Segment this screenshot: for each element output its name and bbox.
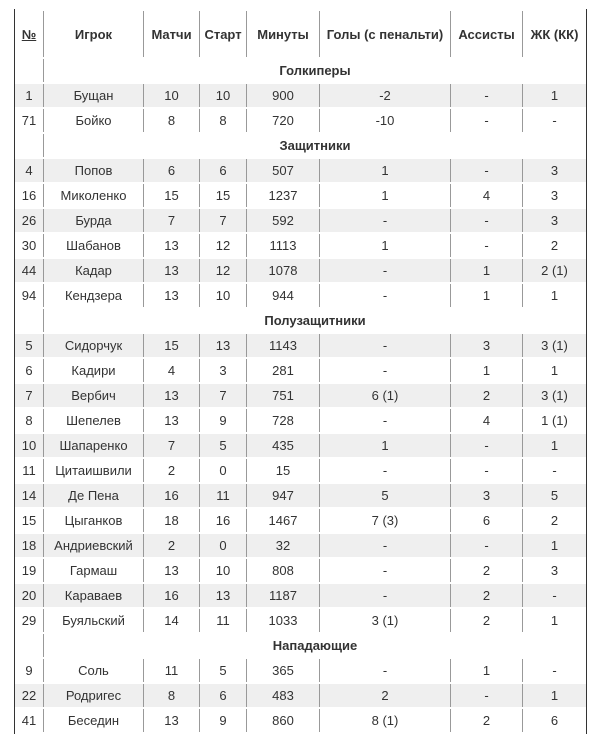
player-row [15,684,586,707]
cell-minutes: 1033 [247,609,320,632]
cell-minutes: 1078 [247,259,320,282]
cell-cards: 2 [523,234,586,257]
cell-starts: 6 [200,159,247,182]
cell-minutes: 720 [247,109,320,132]
cell-cards: 2 [523,509,586,532]
cell-assists: - [451,159,523,182]
player-name: Бущан [44,84,144,107]
cell-num: 8 [15,409,44,432]
cell-starts: 0 [200,534,247,557]
cell-cards: 3 [523,184,586,207]
cell-cards: 1 [523,284,586,307]
cell-minutes: 947 [247,484,320,507]
cell-num: 26 [15,209,44,232]
cell-starts: 13 [200,584,247,607]
cell-assists: - [451,434,523,457]
section-num-cell [15,634,44,657]
column-header-matches: Матчи [144,11,200,57]
cell-assists: - [451,109,523,132]
cell-minutes: 32 [247,534,320,557]
cell-assists: 4 [451,184,523,207]
cell-cards: 1 [523,609,586,632]
table-body [15,59,586,732]
cell-starts: 6 [200,684,247,707]
cell-minutes: 751 [247,384,320,407]
cell-cards: 1 [523,684,586,707]
cell-cards: - [523,584,586,607]
cell-matches: 6 [144,159,200,182]
cell-assists: - [451,684,523,707]
player-row [15,559,586,582]
cell-assists: 2 [451,559,523,582]
cell-starts: 0 [200,459,247,482]
cell-starts: 5 [200,659,247,682]
cell-starts: 10 [200,559,247,582]
cell-goals: -10 [320,109,451,132]
cell-matches: 13 [144,559,200,582]
cell-assists: 3 [451,334,523,357]
section-title: Полузащитники [44,309,586,332]
player-name: Кадири [44,359,144,382]
player-name: Де Пена [44,484,144,507]
cell-goals: 1 [320,234,451,257]
player-name: Бурда [44,209,144,232]
cell-assists: - [451,459,523,482]
cell-num: 71 [15,109,44,132]
player-name: Кендзера [44,284,144,307]
cell-goals: - [320,534,451,557]
sort-link-num[interactable]: № [21,26,37,42]
cell-goals: - [320,334,451,357]
player-row [15,459,586,482]
cell-starts: 10 [200,84,247,107]
cell-matches: 15 [144,184,200,207]
player-name: Беседин [44,709,144,732]
player-name: Соль [44,659,144,682]
cell-num: 41 [15,709,44,732]
player-row [15,109,586,132]
cell-minutes: 1467 [247,509,320,532]
cell-goals: - [320,584,451,607]
player-name: Буяльский [44,609,144,632]
cell-cards: 3 [523,159,586,182]
cell-goals: 6 (1) [320,384,451,407]
cell-starts: 9 [200,709,247,732]
cell-starts: 7 [200,384,247,407]
cell-matches: 13 [144,709,200,732]
section-row [15,309,586,332]
cell-cards: 1 [523,84,586,107]
cell-assists: - [451,209,523,232]
cell-cards: 6 [523,709,586,732]
cell-matches: 8 [144,109,200,132]
cell-assists: - [451,234,523,257]
cell-cards: - [523,459,586,482]
cell-goals: 8 (1) [320,709,451,732]
cell-cards: 1 [523,434,586,457]
player-row [15,184,586,207]
cell-minutes: 900 [247,84,320,107]
cell-goals: 1 [320,184,451,207]
cell-assists: 2 [451,709,523,732]
cell-cards: 1 [523,534,586,557]
player-name: Андриевский [44,534,144,557]
cell-cards: 3 [523,209,586,232]
cell-num: 18 [15,534,44,557]
cell-cards: - [523,109,586,132]
cell-minutes: 483 [247,684,320,707]
player-row [15,209,586,232]
cell-assists: - [451,84,523,107]
cell-matches: 16 [144,484,200,507]
player-name: Цитаишвили [44,459,144,482]
cell-num: 1 [15,84,44,107]
cell-assists: 2 [451,609,523,632]
cell-assists: 1 [451,659,523,682]
cell-assists: 2 [451,584,523,607]
cell-starts: 10 [200,284,247,307]
cell-minutes: 592 [247,209,320,232]
stats-table [14,9,587,734]
section-title: Голкиперы [44,59,586,82]
player-row [15,284,586,307]
cell-goals: - [320,259,451,282]
cell-starts: 9 [200,409,247,432]
column-header-minutes: Минуты [247,11,320,57]
section-row [15,634,586,657]
player-name: Шабанов [44,234,144,257]
cell-starts: 5 [200,434,247,457]
cell-num: 10 [15,434,44,457]
cell-minutes: 435 [247,434,320,457]
cell-goals: 1 [320,159,451,182]
player-row [15,384,586,407]
section-num-cell [15,134,44,157]
cell-minutes: 1143 [247,334,320,357]
player-name: Шепелев [44,409,144,432]
player-name: Кадар [44,259,144,282]
column-header-cards: ЖК (КК) [523,11,586,57]
section-title: Защитники [44,134,586,157]
column-header-goals: Голы (с пенальти) [320,11,451,57]
cell-cards: 1 (1) [523,409,586,432]
cell-assists: 1 [451,284,523,307]
player-name: Сидорчук [44,334,144,357]
cell-assists: - [451,534,523,557]
cell-goals: 2 [320,684,451,707]
cell-cards: - [523,659,586,682]
cell-matches: 14 [144,609,200,632]
player-row [15,484,586,507]
cell-matches: 13 [144,259,200,282]
player-row [15,659,586,682]
cell-matches: 8 [144,684,200,707]
player-row [15,509,586,532]
cell-minutes: 365 [247,659,320,682]
cell-starts: 13 [200,334,247,357]
player-row [15,359,586,382]
player-name: Караваев [44,584,144,607]
cell-minutes: 281 [247,359,320,382]
player-name: Вербич [44,384,144,407]
cell-cards: 5 [523,484,586,507]
player-row [15,534,586,557]
player-row [15,434,586,457]
cell-cards: 2 (1) [523,259,586,282]
cell-num: 9 [15,659,44,682]
cell-num: 16 [15,184,44,207]
player-row [15,234,586,257]
cell-goals: 7 (3) [320,509,451,532]
cell-assists: 4 [451,409,523,432]
cell-minutes: 1113 [247,234,320,257]
cell-goals: - [320,209,451,232]
cell-num: 14 [15,484,44,507]
cell-minutes: 1187 [247,584,320,607]
cell-num: 19 [15,559,44,582]
cell-matches: 10 [144,84,200,107]
table-header [15,11,586,57]
cell-matches: 4 [144,359,200,382]
column-header-player: Игрок [44,11,144,57]
cell-starts: 11 [200,609,247,632]
cell-matches: 13 [144,284,200,307]
player-name: Шапаренко [44,434,144,457]
cell-minutes: 944 [247,284,320,307]
cell-starts: 16 [200,509,247,532]
cell-minutes: 860 [247,709,320,732]
cell-goals: - [320,284,451,307]
cell-minutes: 728 [247,409,320,432]
cell-num: 4 [15,159,44,182]
cell-matches: 13 [144,234,200,257]
cell-goals: - [320,459,451,482]
cell-assists: 6 [451,509,523,532]
player-name: Цыганков [44,509,144,532]
cell-matches: 13 [144,384,200,407]
cell-cards: 1 [523,359,586,382]
cell-matches: 13 [144,409,200,432]
cell-matches: 7 [144,209,200,232]
cell-goals: -2 [320,84,451,107]
cell-goals: - [320,659,451,682]
cell-num: 7 [15,384,44,407]
cell-num: 20 [15,584,44,607]
section-num-cell [15,309,44,332]
cell-cards: 3 [523,559,586,582]
player-row [15,609,586,632]
column-header-assists: Ассисты [451,11,523,57]
player-row [15,84,586,107]
cell-num: 30 [15,234,44,257]
player-row [15,409,586,432]
cell-starts: 7 [200,209,247,232]
cell-matches: 18 [144,509,200,532]
cell-matches: 16 [144,584,200,607]
cell-goals: - [320,559,451,582]
cell-cards: 3 (1) [523,334,586,357]
cell-minutes: 1237 [247,184,320,207]
player-name: Попов [44,159,144,182]
cell-num: 6 [15,359,44,382]
cell-starts: 3 [200,359,247,382]
cell-assists: 1 [451,259,523,282]
cell-matches: 2 [144,534,200,557]
player-row [15,584,586,607]
cell-goals: - [320,359,451,382]
section-num-cell [15,59,44,82]
player-name: Бойко [44,109,144,132]
cell-goals: - [320,409,451,432]
cell-assists: 2 [451,384,523,407]
cell-matches: 2 [144,459,200,482]
player-name: Гармаш [44,559,144,582]
cell-num: 11 [15,459,44,482]
cell-num: 15 [15,509,44,532]
cell-assists: 1 [451,359,523,382]
cell-minutes: 808 [247,559,320,582]
cell-goals: 5 [320,484,451,507]
cell-num: 5 [15,334,44,357]
header-row [15,11,586,57]
section-row [15,134,586,157]
column-header-starts: Старт [200,11,247,57]
section-row [15,59,586,82]
cell-starts: 12 [200,234,247,257]
cell-starts: 11 [200,484,247,507]
player-name: Миколенко [44,184,144,207]
column-header-num[interactable] [15,11,44,57]
cell-minutes: 507 [247,159,320,182]
cell-matches: 11 [144,659,200,682]
cell-goals: 3 (1) [320,609,451,632]
cell-matches: 15 [144,334,200,357]
cell-starts: 12 [200,259,247,282]
cell-num: 29 [15,609,44,632]
cell-minutes: 15 [247,459,320,482]
player-row [15,709,586,732]
player-row [15,334,586,357]
cell-cards: 3 (1) [523,384,586,407]
player-row [15,159,586,182]
player-name: Родригес [44,684,144,707]
cell-matches: 7 [144,434,200,457]
cell-num: 22 [15,684,44,707]
cell-starts: 15 [200,184,247,207]
section-title: Нападающие [44,634,586,657]
cell-num: 44 [15,259,44,282]
cell-goals: 1 [320,434,451,457]
cell-assists: 3 [451,484,523,507]
cell-starts: 8 [200,109,247,132]
cell-num: 94 [15,284,44,307]
player-row [15,259,586,282]
